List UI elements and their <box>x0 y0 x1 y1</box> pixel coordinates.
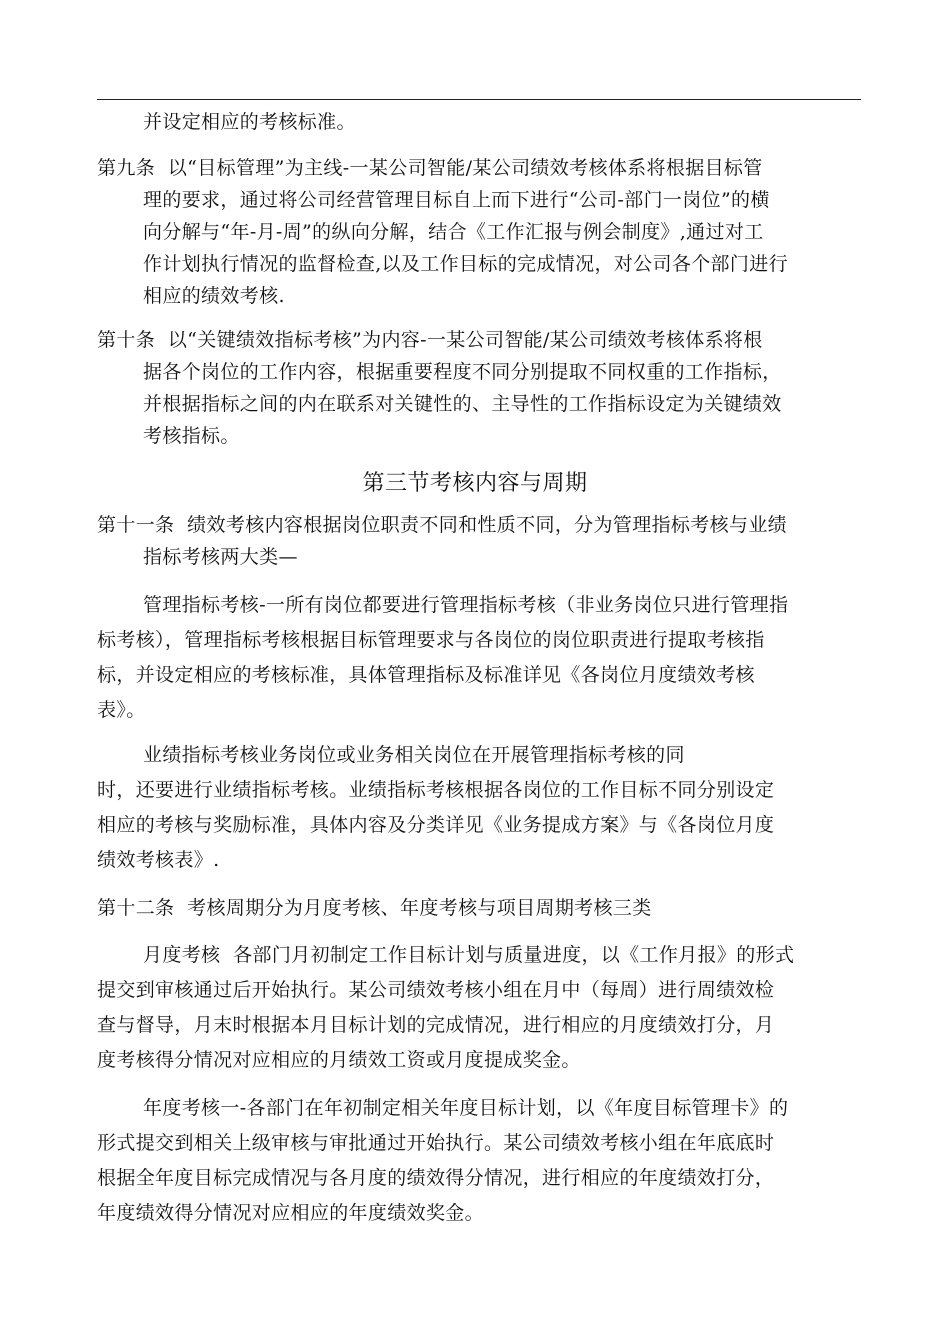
text-line: 并设定相应的考核标准。 <box>143 111 356 133</box>
paragraph-performance-line: 业绩指标考核业务岗位或业务相关岗位在开展管理指标考核的同 <box>143 744 685 766</box>
article-10-line: 第十条 以“关键绩效指标考核”为内容-一某公司智能/某公司绩效考核体系将根 <box>97 329 763 351</box>
article-11-line: 第十一条 绩效考核内容根据岗位职责不同和性质不同，分为管理指标考核与业绩 <box>97 514 788 536</box>
text-line: 据各个岗位的工作内容，根据重要程度不同分别提取不同权重的工作指标， <box>143 361 782 383</box>
article-12-line: 第十二条 考核周期分为月度考核、年度考核与项目周期考核三类 <box>97 897 652 919</box>
text-line: 理的要求，通过将公司经营管理目标自上而下进行“公司-部门一岗位”的横 <box>143 189 770 211</box>
text-line: 时，还要进行业绩指标考核。业绩指标考核根据各岗位的工作目标不同分别设定 <box>97 779 775 801</box>
section-heading: 第三节考核内容与周期 <box>362 471 588 496</box>
text-line: 相应的绩效考核. <box>143 285 285 307</box>
header-rule <box>97 99 861 100</box>
text-line: 作计划执行情况的监督检查,以及工作目标的完成情况，对公司各个部门进行 <box>143 253 788 275</box>
text-line: 表》。 <box>97 699 146 721</box>
paragraph-monthly-line: 月度考核 各部门月初制定工作目标计划与质量进度，以《工作月报》的形式 <box>143 944 795 966</box>
text-line: 度考核得分情况对应相应的月绩效工资或月度提成奖金。 <box>97 1049 581 1071</box>
text-line: 查与督导，月末时根据本月目标计划的完成情况，进行相应的月度绩效打分，月 <box>97 1014 775 1036</box>
text-line: 标考核），管理指标考核根据目标管理要求与各岗位的岗位职责进行提取考核指 <box>97 629 765 651</box>
text-line: 年度绩效得分情况对应相应的年度绩效奖金。 <box>97 1202 485 1224</box>
text-line: 向分解与“年-月-周”的纵向分解，结合《工作汇报与例会制度》,通过对工 <box>143 221 764 243</box>
text-line: 考核指标。 <box>143 425 240 447</box>
text-line: 提交到审核通过后开始执行。某公司绩效考核小组在月中（每周）进行周绩效检 <box>97 979 775 1001</box>
text-line: 绩效考核表》. <box>97 849 220 871</box>
text-line: 相应的考核与奖励标准，具体内容及分类详见《业务提成方案》与《各岗位月度 <box>97 814 775 836</box>
paragraph-annual-line: 年度考核一-各部门在年初制定相关年度目标计划，以《年度目标管理卡》的 <box>143 1097 789 1119</box>
paragraph-management-line: 管理指标考核-一所有岗位都要进行管理指标考核（非业务岗位只进行管理指 <box>143 594 789 616</box>
article-9-line: 第九条 以“目标管理”为主线-一某公司智能/某公司绩效考核体系将根据目标管 <box>97 157 763 179</box>
text-line: 并根据指标之间的内在联系对关键性的、主导性的工作指标设定为关键绩效 <box>143 393 782 415</box>
text-line: 标，并设定相应的考核标准，具体管理指标及标准详见《各岗位月度绩效考核 <box>97 664 755 686</box>
text-line: 根据全年度目标完成情况与各月度的绩效得分情况，进行相应的年度绩效打分， <box>97 1167 775 1189</box>
text-line: 形式提交到相关上级审核与审批通过开始执行。某公司绩效考核小组在年底底时 <box>97 1132 775 1154</box>
text-line: 指标考核两大类— <box>143 546 298 568</box>
